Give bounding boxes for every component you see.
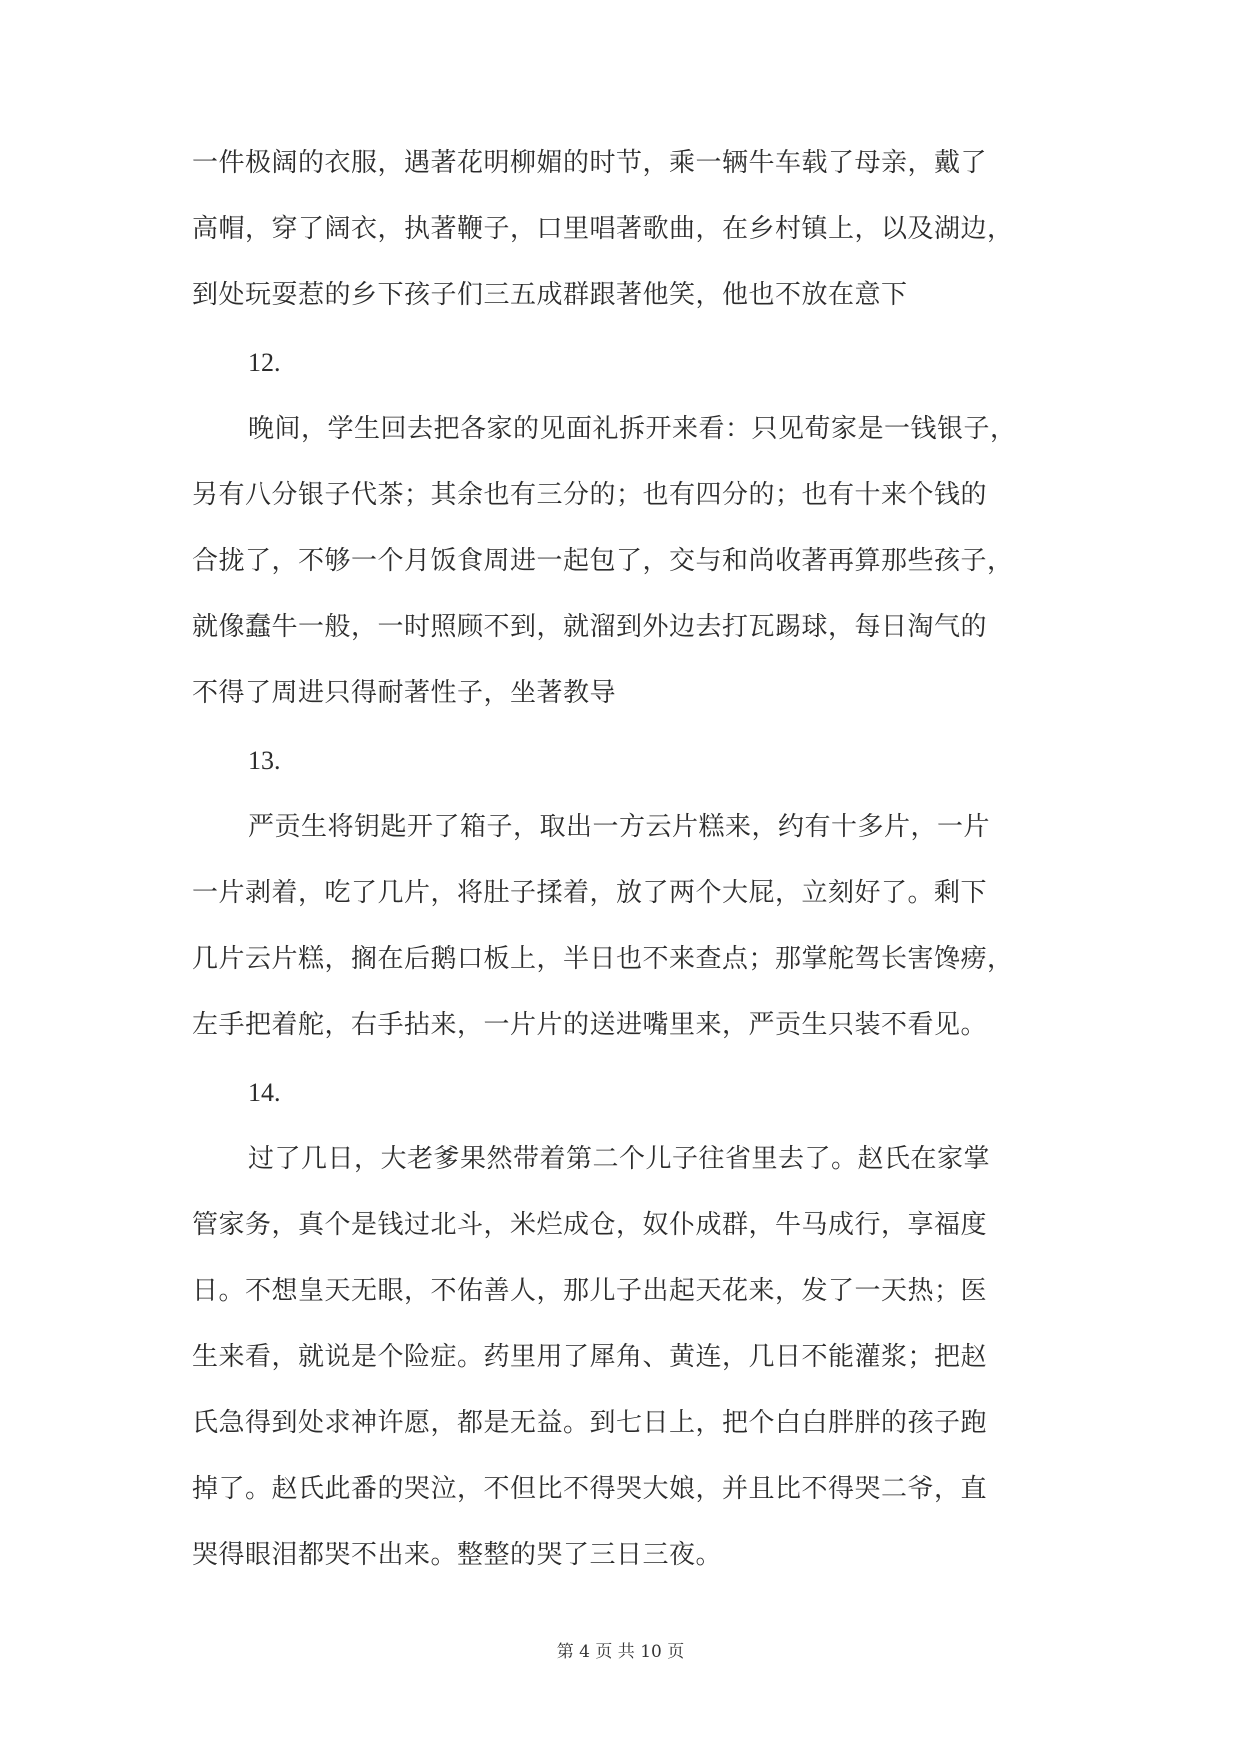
text-line: 严贡生将钥匙开了箱子，取出一方云片糕来，约有十多片，一片 <box>248 812 991 842</box>
text-line: 生来看，就说是个险症。药里用了犀角、黄连，几日不能灌浆；把赵 <box>192 1342 988 1372</box>
text-line: 不得了周进只得耐著性子，坐著教导 <box>192 678 617 708</box>
text-line: 一片剥着，吃了几片，将肚子揉着，放了两个大屁，立刻好了。剩下 <box>192 878 988 908</box>
text-line: 管家务，真个是钱过北斗，米烂成仓，奴仆成群，牛马成行，享福度 <box>192 1210 988 1240</box>
section-number: 14. <box>248 1078 281 1107</box>
text-line: 哭得眼泪都哭不出来。整整的哭了三日三夜。 <box>192 1540 723 1570</box>
text-line: 过了几日，大老爹果然带着第二个儿子往省里去了。赵氏在家掌 <box>248 1144 991 1174</box>
text-line: 合拢了，不够一个月饭食周进一起包了，交与和尚收著再算那些孩子， <box>192 546 1014 576</box>
section-number: 12. <box>248 348 281 377</box>
text-line: 几片云片糕，搁在后鹅口板上，半日也不来查点；那掌舵驾长害馋痨， <box>192 944 1014 974</box>
text-line: 日。不想皇天无眼，不佑善人，那儿子出起天花来，发了一天热；医 <box>192 1276 988 1306</box>
text-line: 一件极阔的衣服，遇著花明柳媚的时节，乘一辆牛车载了母亲，戴了 <box>192 148 988 178</box>
page-number-footer: 第 4 页 共 10 页 <box>556 1642 685 1662</box>
text-line: 到处玩耍惹的乡下孩子们三五成群跟著他笑，他也不放在意下 <box>192 280 908 310</box>
text-line: 高帽，穿了阔衣，执著鞭子，口里唱著歌曲，在乡村镇上，以及湖边， <box>192 214 1014 244</box>
text-line: 就像蠢牛一般，一时照顾不到，就溜到外边去打瓦踢球，每日淘气的 <box>192 612 988 642</box>
text-line: 掉了。赵氏此番的哭泣，不但比不得哭大娘，并且比不得哭二爷，直 <box>192 1474 988 1504</box>
text-line: 左手把着舵，右手拈来，一片片的送进嘴里来，严贡生只装不看见。 <box>192 1010 988 1040</box>
text-line: 晚间，学生回去把各家的见面礼拆开来看：只见荀家是一钱银子， <box>248 414 1017 444</box>
text-line: 氏急得到处求神许愿，都是无益。到七日上，把个白白胖胖的孩子跑 <box>192 1408 988 1438</box>
text-line: 另有八分银子代茶；其余也有三分的；也有四分的；也有十来个钱的 <box>192 480 988 510</box>
section-number: 13. <box>248 746 281 775</box>
